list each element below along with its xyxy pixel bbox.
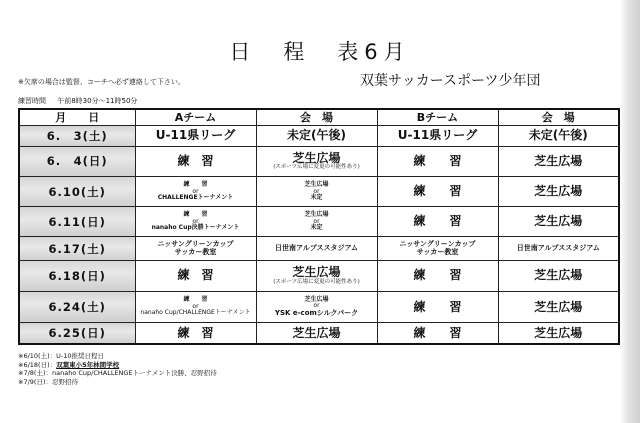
a-team-line: 練 習 xyxy=(183,211,208,219)
a-venue-line: 芝生広場 xyxy=(304,295,329,303)
footnote xyxy=(18,352,217,361)
organization-name: 双葉サッカースポーツ少年団 xyxy=(360,73,541,89)
a-team-cell xyxy=(135,237,256,261)
b-team-cell xyxy=(377,237,498,261)
header-b-venue: 会 場 xyxy=(498,109,619,126)
b-venue-cell: 芝生広場 xyxy=(498,291,619,323)
row-date: 6. 4(日) xyxy=(19,146,135,177)
footnote xyxy=(18,361,217,370)
header-a-team: Aチーム xyxy=(135,109,256,126)
b-venue-cell: 未定(午後) xyxy=(498,126,619,147)
a-venue-cell xyxy=(256,207,377,237)
a-team-or: or xyxy=(192,217,199,225)
a-team-line: 練 習 xyxy=(183,296,208,304)
a-team-line: 練 習 xyxy=(183,181,208,189)
b-venue-cell: 日世南アルプススタジアム xyxy=(498,237,619,261)
table-row xyxy=(19,177,619,207)
table-row xyxy=(19,207,619,237)
footnote-date: ※6/10(土)： xyxy=(18,352,57,360)
venue-note: (スポーツ広場に変更の可能性あり) xyxy=(273,278,360,285)
b-team-cell: 練 習 xyxy=(377,260,498,291)
a-team-line: ニッサングリーンカップ xyxy=(157,240,234,249)
b-team-cell: 練 習 xyxy=(377,146,498,177)
footnote-text: 双葉東小5年林間学校 xyxy=(56,360,120,369)
footnote-text: 忍野招待 xyxy=(51,377,78,386)
a-venue-cell xyxy=(256,291,377,323)
b-team-cell: 練 習 xyxy=(377,291,498,323)
a-venue-line: 芝生広場 xyxy=(304,181,329,189)
a-team-cell xyxy=(135,291,256,323)
b-team-cell: 練 習 xyxy=(377,177,498,207)
footnotes xyxy=(18,352,217,386)
table-row xyxy=(19,291,619,323)
venue-name: 芝生広場 xyxy=(292,265,341,280)
a-team-cell xyxy=(135,207,256,237)
footnote-date: ※7/9(日)： xyxy=(18,377,52,386)
footnote-date: ※6/18(日)： xyxy=(18,360,57,369)
a-team-cell: 練 習 xyxy=(135,146,256,177)
header-date: 月 日 xyxy=(19,109,135,126)
header-b-team: Bチーム xyxy=(377,109,498,126)
b-team-cell: U-11県リーグ xyxy=(377,126,498,147)
row-date: 6.11(日) xyxy=(19,207,135,237)
b-venue-cell: 芝生広場 xyxy=(498,260,619,291)
a-venue-cell: 未定(午後) xyxy=(256,126,377,147)
b-team-line: ニッサングリーンカップ xyxy=(399,240,476,249)
row-date: 6.25(日) xyxy=(19,323,135,344)
footnote xyxy=(18,378,217,387)
table-header-row xyxy=(19,109,619,126)
a-team-line: nanaho Cup/CHALLENGEトーナメント xyxy=(140,309,251,317)
a-venue-cell: 日世南アルプススタジアム xyxy=(256,237,377,261)
row-date: 6.10(土) xyxy=(19,177,135,207)
a-team-cell xyxy=(135,177,256,207)
a-venue-line: YSK e-comシルクパーク xyxy=(274,308,359,317)
absence-notice: ※欠席の場合は監督、コーチへ必ず連絡して下さい。 xyxy=(18,78,185,86)
a-venue-or: or xyxy=(313,217,320,225)
footnote xyxy=(18,369,217,378)
a-team-line: サッカー教室 xyxy=(174,247,217,256)
a-venue-cell xyxy=(256,260,377,291)
page-title: 日 程 表6月 xyxy=(229,40,411,64)
practice-hours: 練習時間 午前8時30分～11時50分 xyxy=(18,97,138,105)
table-row xyxy=(19,126,619,147)
footnote-date: ※7/8(土)： xyxy=(18,369,52,377)
b-venue-cell: 芝生広場 xyxy=(498,146,619,177)
a-venue-line: 未定 xyxy=(310,193,323,201)
a-venue-or: or xyxy=(313,302,320,310)
b-team-cell: 練 習 xyxy=(377,323,498,344)
b-team-cell: 練 習 xyxy=(377,207,498,237)
venue-name: 芝生広場 xyxy=(292,150,341,165)
row-date: 6.17(土) xyxy=(19,237,135,261)
a-team-or: or xyxy=(192,187,199,195)
a-venue-cell xyxy=(256,177,377,207)
b-venue-cell: 芝生広場 xyxy=(498,323,619,344)
footnote-text: nanaho Cup/CHALLENGEトーナメント決勝、忍野招待 xyxy=(51,369,217,377)
a-venue-line: 芝生広場 xyxy=(304,211,329,219)
a-venue-cell xyxy=(256,146,377,177)
footnote-text: U-10推奨日程日 xyxy=(56,352,104,360)
table-row xyxy=(19,323,619,344)
a-team-cell: U-11県リーグ xyxy=(135,126,256,147)
header-a-venue: 会 場 xyxy=(256,109,377,126)
a-team-line: nanaho Cup決勝トーナメント xyxy=(151,223,240,231)
a-team-cell: 練 習 xyxy=(135,323,256,344)
a-venue-line: 未定 xyxy=(310,223,323,231)
b-venue-cell: 芝生広場 xyxy=(498,177,619,207)
a-team-cell: 練 習 xyxy=(135,260,256,291)
table-row xyxy=(19,237,619,261)
row-date: 6.18(日) xyxy=(19,260,135,291)
table-row xyxy=(19,146,619,177)
schedule-table xyxy=(18,108,620,345)
row-date: 6. 3(土) xyxy=(19,126,135,147)
row-date: 6.24(土) xyxy=(19,291,135,323)
a-venue-cell: 芝生広場 xyxy=(256,323,377,344)
a-team-or: or xyxy=(192,302,199,310)
table-row xyxy=(19,260,619,291)
a-venue-or: or xyxy=(313,187,320,195)
venue-note: (スポーツ広場に変更の可能性あり) xyxy=(273,164,360,171)
b-venue-cell: 芝生広場 xyxy=(498,207,619,237)
b-team-line: サッカー教室 xyxy=(416,247,459,256)
a-team-line: CHALLENGEトーナメント xyxy=(157,193,234,201)
